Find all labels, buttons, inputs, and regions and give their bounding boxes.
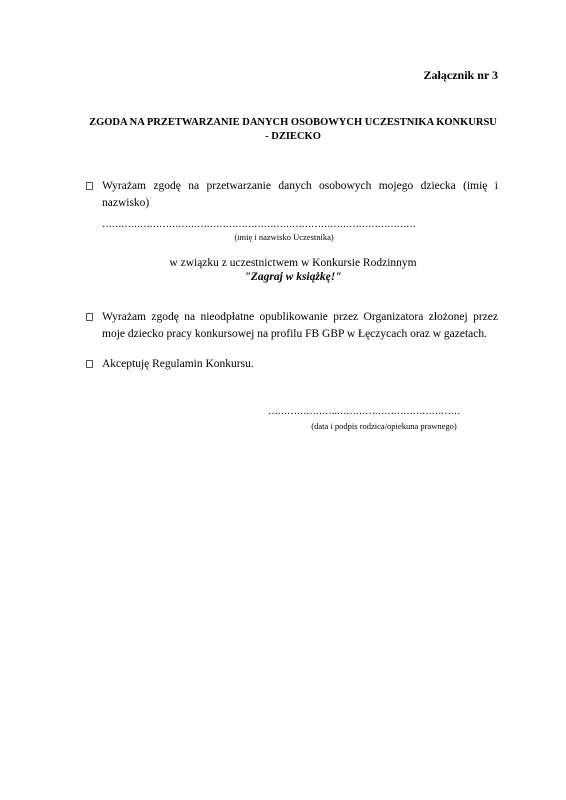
contest-name: "Zagraj w książkę!": [244, 271, 342, 283]
signature-caption: (data i podpis rodzica/opiekuna prawnego): [311, 421, 457, 431]
title-line-1: ZGODA NA PRZETWARZANIE DANYCH OSOBOWYCH UCZESTNIKA KONKURSU: [89, 117, 497, 128]
consent-item-personal-data: [86, 178, 498, 212]
consent-item-publication: [86, 309, 498, 343]
consent-publication-text: Wyrażam zgodę na nieodpłatne opublikowanie przez Organizatora złożonej przez moje dziecko pracy konkursowej na profilu FB GBP w Łęczycach oraz w gazetach.: [102, 311, 498, 340]
consent-rules-text: Akceptuję Regulamin Konkursu.: [102, 358, 254, 370]
contest-context-text: w związku z uczestnictwem w Konkursie Rodzinnym: [169, 257, 417, 269]
signature-field[interactable]: ………………….…………………………………: [268, 406, 460, 417]
checkbox-icon[interactable]: [86, 182, 93, 190]
checkbox-icon[interactable]: [86, 360, 93, 368]
contest-context: [60, 256, 526, 284]
consent-personal-data-text: Wyrażam zgodę na przetwarzanie danych osobowych mojego dziecka (imię i nazwisko): [102, 180, 498, 209]
participant-name-field[interactable]: ………………………………………………………………………………………: [102, 219, 416, 230]
document-title: [60, 116, 526, 144]
annex-label: Załącznik nr 3: [423, 68, 498, 82]
checkbox-icon[interactable]: [86, 313, 93, 321]
title-line-2: - DZIECKO: [265, 131, 321, 142]
participant-name-caption: (imię i nazwisko Uczestnika): [234, 232, 334, 242]
consent-item-rules: [86, 356, 498, 373]
